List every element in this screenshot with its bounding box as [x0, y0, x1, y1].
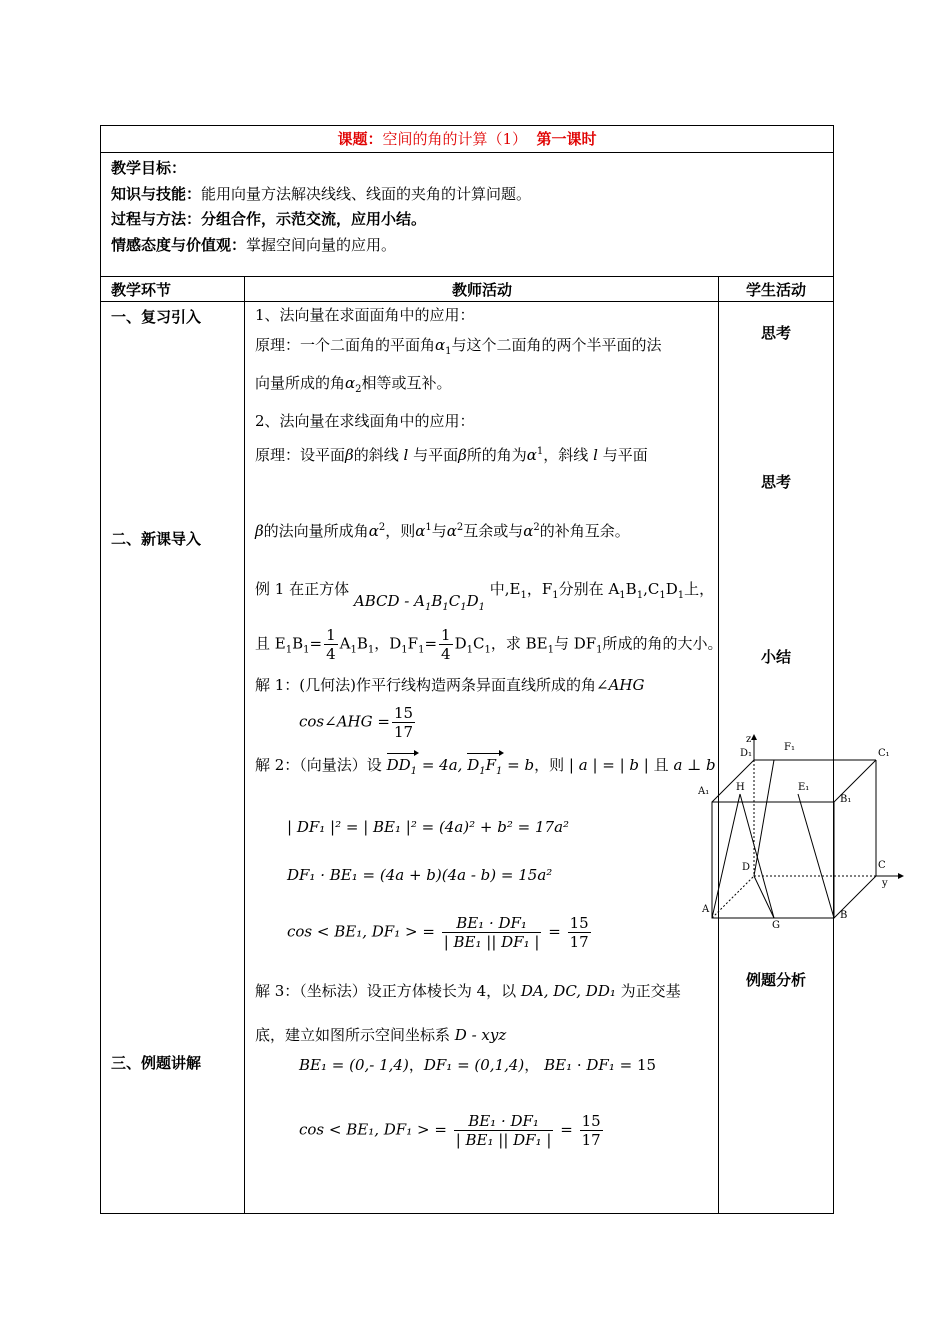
label-h: H: [736, 782, 745, 793]
principle-line-plane-line1: 原理：设平面β的斜线 l 与平面β所的角为$\alpha^1$，斜线 l 与平面: [255, 446, 648, 464]
solution-3-cos: cos < BE₁, DF₁ > = $\frac{\text{BE₁ · DF₁}}{\text{| BE₁ || DF₁ |}}$ = $\frac{15}{17}$: [299, 1112, 601, 1149]
label-b: B: [840, 910, 848, 921]
process-label: 过程与方法：: [111, 210, 202, 228]
label-f1: F₁: [784, 742, 795, 753]
student-activity-summary: 小结: [760, 648, 791, 666]
principle-dihedral-line2: 向量所成的角$\alpha_2$相等或互补。: [255, 374, 452, 395]
title-prefix: 课题：: [337, 130, 383, 148]
solution-2-norms: | DF₁ |² = | BE₁ |² = (4a)² + b² = 17a²: [287, 818, 570, 836]
principle-line-plane-line2: β的法向量所成角$\alpha^2$，则$\alpha^1$与$\alpha^2$互余或与$\alpha^2$的补角互余。: [255, 522, 630, 540]
knowledge-label: 知识与技能：: [111, 184, 202, 203]
knowledge-text: 能用向量方法解决线线、线面的夹角的计算问题。: [201, 184, 532, 203]
label-d1: D₁: [740, 748, 753, 759]
section-review: 一、复习引入: [111, 308, 202, 326]
solution-1: 解 1：(几何法)作平行线构造两条异面直线所成的角∠AHG: [255, 676, 645, 694]
label-a1: A₁: [698, 786, 710, 797]
solution-3-intro: 解 3：（坐标法）设正方体棱长为 4，以 DA, DC, DD₁ 为正交基: [255, 982, 681, 1000]
solution-3-vectors: BE₁ = (0,- 1,4)，DF₁ = (0,1,4)， BE₁ · DF₁ = 15: [299, 1056, 657, 1074]
solution-3-coord: 底，建立如图所示空间坐标系 D - xyz: [255, 1026, 507, 1044]
label-b1: B₁: [840, 794, 852, 805]
goals-heading: 教学目标：: [111, 159, 187, 177]
header-stage: 教学环节: [101, 276, 245, 302]
student-activity-think-1: 思考: [760, 324, 791, 342]
label-d: D: [742, 862, 751, 873]
normal-vector-line-plane: 2、法向量在求线面角中的应用：: [255, 412, 475, 430]
student-activity-example: 例题分析: [745, 971, 806, 989]
label-e1: E₁: [798, 782, 810, 793]
label-g: G: [772, 920, 780, 931]
column-divider-1: [244, 276, 245, 1214]
label-c: C: [878, 860, 886, 871]
section-examples: 三、例题讲解: [111, 1054, 202, 1072]
emotion-label: 情感态度与价值观：: [111, 235, 247, 254]
normal-vector-dihedral: 1、法向量在求面面角中的应用：: [255, 306, 475, 324]
cube-front-face: [712, 802, 834, 918]
title-main: 空间的角的计算（1）: [382, 130, 527, 148]
header-teacher: 教师活动: [245, 276, 719, 302]
solution-2-intro: 解 2：（向量法）设 $DD_1 = 4a$, $D_1F_1 = b$，则 | a | = | b | 且 a ⊥ b: [255, 756, 716, 777]
example-1-line2: 且 $E_1B_1=$ $\frac{1}{4}$ $A_1B_1$，$D_1F_1=$ $\frac{1}{4}$ $D_1C_1$，求 $BE_1$与 $DF_1$所成的角的大小。: [255, 626, 723, 663]
title-lesson: 第一课时: [536, 130, 597, 148]
solution-2-cos: cos < BE₁, DF₁ > = $\frac{\text{BE₁ · DF₁}}{\text{| BE₁ || DF₁ |}}$ = $\frac{15}{17}$: [287, 914, 589, 951]
label-z: z: [746, 734, 752, 745]
section-new-lesson: 二、新课导入: [111, 530, 202, 548]
header-student: 学生活动: [719, 276, 833, 302]
student-activity-think-2: 思考: [760, 473, 791, 491]
label-c1: C₁: [878, 748, 890, 759]
solution-2-dot: DF₁ · BE₁ = (4a + b)(4a - b) = 15a²: [287, 866, 553, 884]
label-a: A: [702, 904, 710, 915]
principle-dihedral-line1: 原理：一个二面角的平面角$\alpha_1$与这个二面角的两个半平面的法: [255, 336, 662, 357]
emotion-text: 掌握空间向量的应用。: [246, 235, 397, 254]
label-y: y: [882, 878, 888, 889]
example-1-line1: 例 1 在正方体 ABCD - $A_1B_1C_1D_1$ 中$,E_1$，$F_1$分别在 $A_1B_1,C_1D_1$上，: [255, 580, 715, 613]
solution-1-cos: cos∠AHG = $\frac{15}{17}$: [299, 704, 414, 741]
lesson-title: [101, 126, 833, 153]
cube-diagram: [698, 732, 910, 932]
lesson-plan-table: [100, 125, 834, 1214]
teaching-goals: [111, 156, 821, 258]
process-text: 分组合作，示范交流，应用小结。: [201, 210, 427, 228]
